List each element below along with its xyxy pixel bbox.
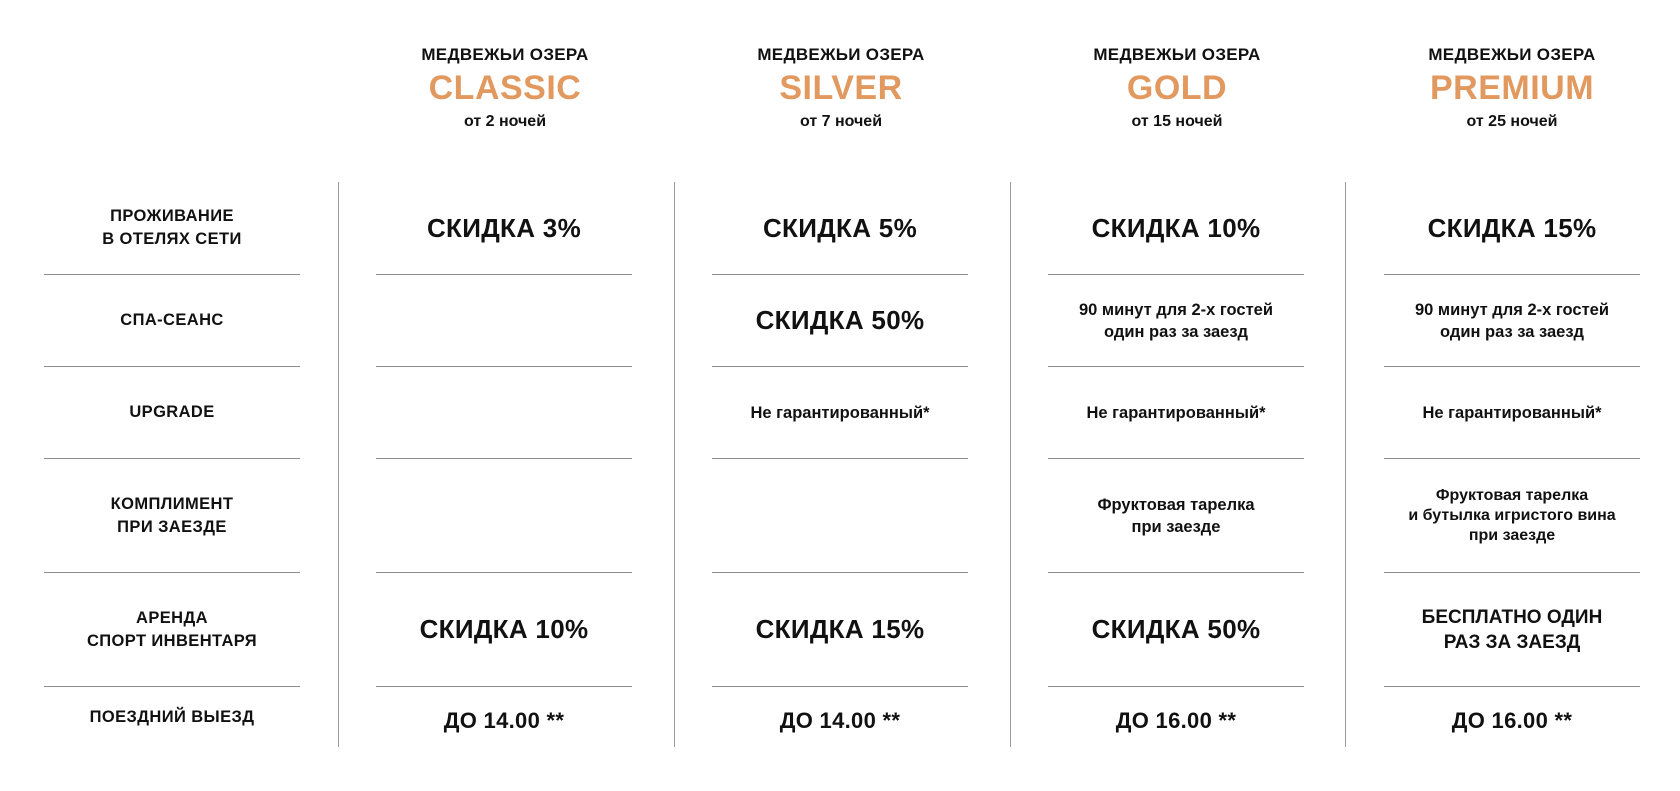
tier-header-classic bbox=[337, 44, 673, 132]
tier-brand: МЕДВЕЖЬИ ОЗЕРА bbox=[1428, 45, 1596, 64]
row-label-sport-rental: АРЕНДА СПОРТ ИНВЕНТАРЯ bbox=[86, 608, 258, 650]
cell-accommodation-premium: СКИДКА 15% bbox=[1427, 212, 1597, 243]
column-divider bbox=[674, 182, 675, 747]
cell-compliment-silver bbox=[712, 459, 968, 572]
cell-late-checkout-silver: ДО 14.00 ** bbox=[779, 708, 901, 733]
row-label-accommodation: ПРОЖИВАНИЕ В ОТЕЛЯХ СЕТИ bbox=[102, 207, 242, 248]
row-label-late-checkout: ПОЕЗДНИЙ ВЫЕЗД bbox=[89, 707, 255, 726]
cell-spa-silver: СКИДКА 50% bbox=[755, 305, 925, 335]
cell-upgrade-classic bbox=[376, 367, 632, 458]
cell-late-checkout-premium: ДО 16.00 ** bbox=[1451, 708, 1573, 733]
tier-nights: от 2 ночей bbox=[463, 113, 547, 130]
row-label-spa: СПА-СЕАНС bbox=[120, 311, 224, 329]
cell-sport-rental-silver: СКИДКА 15% bbox=[755, 614, 925, 644]
tier-brand: МЕДВЕЖЬИ ОЗЕРА bbox=[421, 45, 589, 64]
tier-name: GOLD bbox=[1126, 69, 1228, 107]
cell-accommodation-silver: СКИДКА 5% bbox=[762, 212, 917, 243]
cell-sport-rental-gold: СКИДКА 50% bbox=[1091, 614, 1261, 644]
tier-name: PREMIUM bbox=[1429, 69, 1595, 107]
column-divider bbox=[338, 182, 339, 747]
cell-late-checkout-classic: ДО 14.00 ** bbox=[443, 708, 565, 733]
tier-brand: МЕДВЕЖЬИ ОЗЕРА bbox=[1093, 45, 1261, 64]
tier-nights: от 7 ночей bbox=[799, 113, 883, 130]
cell-sport-rental-premium: БЕСПЛАТНО ОДИН РАЗ ЗА ЗАЕЗД bbox=[1421, 606, 1603, 653]
cell-upgrade-silver: Не гарантированный* bbox=[750, 403, 930, 422]
tier-nights: от 25 ночей bbox=[1466, 113, 1558, 130]
tier-header-gold bbox=[1009, 44, 1345, 132]
row-label-upgrade: UPGRADE bbox=[129, 403, 215, 421]
column-divider bbox=[1010, 182, 1011, 747]
tier-name: CLASSIC bbox=[428, 69, 582, 107]
cell-sport-rental-classic: СКИДКА 10% bbox=[419, 614, 589, 644]
cell-spa-premium: 90 минут для 2-х гостей один раз за заезд bbox=[1415, 300, 1609, 341]
cell-compliment-gold: Фруктовая тарелка при заезде bbox=[1097, 495, 1255, 536]
tier-brand: МЕДВЕЖЬИ ОЗЕРА bbox=[757, 45, 925, 64]
tier-name: SILVER bbox=[779, 69, 903, 107]
cell-upgrade-gold: Не гарантированный* bbox=[1086, 403, 1266, 422]
cell-spa-classic bbox=[376, 275, 632, 366]
tier-header-premium bbox=[1344, 44, 1680, 132]
cell-compliment-premium: Фруктовая тарелка и бутылка игристого вина при заезде bbox=[1408, 486, 1616, 544]
cell-upgrade-premium: Не гарантированный* bbox=[1422, 403, 1602, 422]
cell-late-checkout-gold: ДО 16.00 ** bbox=[1115, 708, 1237, 733]
column-divider bbox=[1345, 182, 1346, 747]
cell-accommodation-classic: СКИДКА 3% bbox=[426, 212, 581, 243]
cell-spa-gold: 90 минут для 2-х гостей один раз за заезд bbox=[1079, 300, 1273, 341]
cell-accommodation-gold: СКИДКА 10% bbox=[1091, 212, 1261, 243]
tier-nights: от 15 ночей bbox=[1131, 113, 1223, 130]
tier-header-silver bbox=[673, 44, 1009, 132]
cell-compliment-classic bbox=[376, 459, 632, 572]
row-label-compliment: КОМПЛИМЕНТ ПРИ ЗАЕЗДЕ bbox=[110, 494, 234, 536]
